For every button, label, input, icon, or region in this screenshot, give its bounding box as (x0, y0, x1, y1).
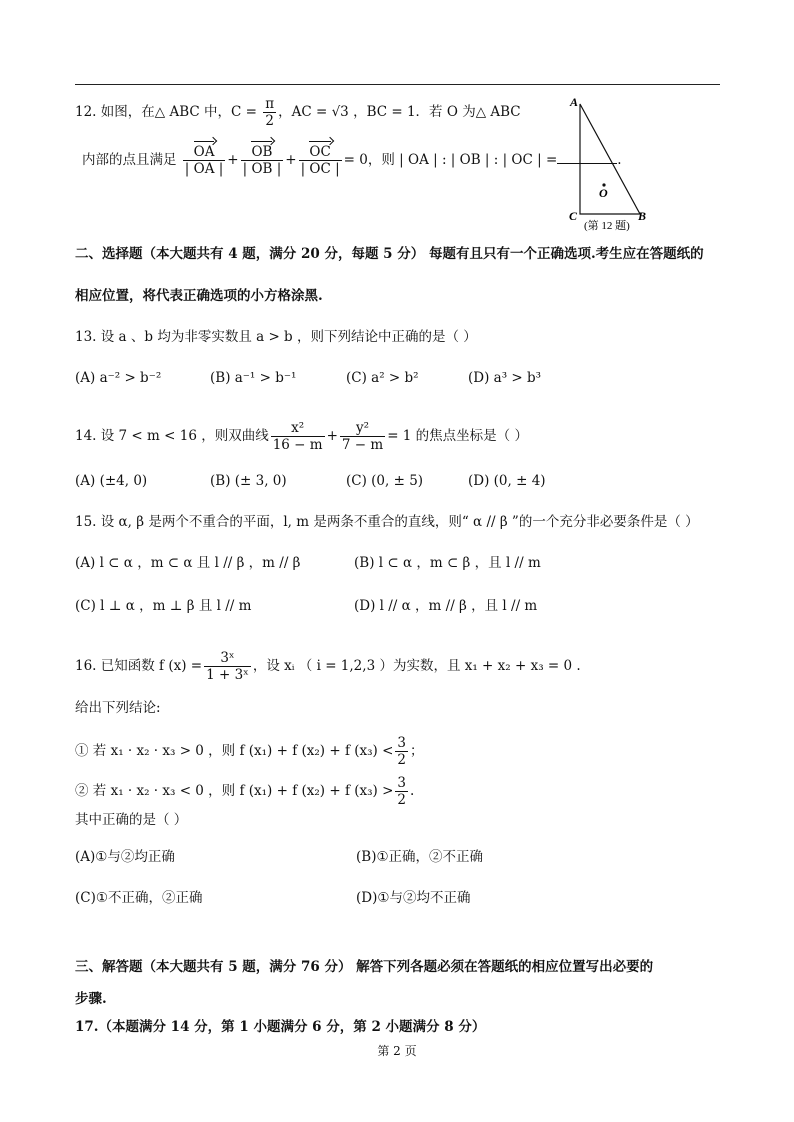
label-b: B (638, 209, 647, 223)
q13-option-a: (A) a⁻² > b⁻² (75, 370, 162, 386)
page-number: 第 2 页 (377, 1044, 417, 1058)
q14-option-c: (C) (0, ± 5) (346, 473, 424, 489)
q15-option-a: (A) l ⊂ α ，m ⊂ α 且 l // β ，m // β (75, 555, 301, 571)
q12-figure (566, 94, 656, 234)
q12-frac-oc: $\frac{OC}{| OC |}$ (300, 144, 340, 177)
q16-c1-frac: $\frac{3}{2}$ (397, 735, 406, 768)
figure-caption: (第 12 题) (584, 220, 630, 232)
q15-stem: 15. 设 α, β 是两个不重合的平面，l, m 是两条不重合的直线，则“ α // β ”的一个充分非必要条件是（ ） (75, 514, 699, 530)
q15-option-d: (D) l // α ，m // β ，且 l // m (354, 598, 538, 614)
q12-text-2: 内部的点且满足 (82, 152, 177, 168)
q12-line2: 内部的点且满足 $\frac{OA}{| OA |}$ + $\frac{OB}{| OB |}$ + $\frac{OC}{| OC |}$ = 0，则 | OA | : | OB | : | OC | = . (82, 144, 622, 177)
q12-pi-over-2: $\frac{\pi}{2}$ (265, 96, 275, 129)
q12-frac-ob: $\frac{OB}{| OB |}$ (242, 144, 282, 177)
q16-c2-frac: $\frac{3}{2}$ (397, 775, 406, 808)
q14-frac-x: $\frac{\text{x²}}{16 - m}$ (272, 420, 323, 453)
section3-heading-1: 三、解答题（本大题共有 5 题，满分 76 分） 解答下列各题必须在答题纸的相应位置写出必要的 (75, 959, 654, 975)
header-rule (75, 84, 720, 85)
q12-text-1: 如图，在△ ABC 中，C = (100, 104, 262, 120)
q14-option-a: (A) (±4, 0) (75, 473, 148, 489)
q14-frac-y: $\frac{\text{y²}}{7 - m}$ (341, 420, 384, 453)
q12-then: ，则 | OA | : | OB | : | OC | = (367, 152, 558, 168)
q16-conclusion-2 (75, 775, 414, 808)
q15-option-b: (B) l ⊂ α ，m ⊂ β ，且 l // m (354, 555, 541, 571)
q14-plus: + (326, 428, 338, 444)
q12-period: . (617, 152, 622, 168)
q13-option-d: (D) a³ > b³ (468, 370, 542, 386)
label-o: O (599, 186, 608, 200)
q17-stem: 17.（本题满分 14 分，第 1 小题满分 6 分，第 2 小题满分 8 分） (75, 1019, 486, 1035)
q13-option-c: (C) a² > b² (346, 370, 419, 386)
q16-c2-end: . (410, 783, 415, 799)
q14-stem-a: 14. 设 7 < m < 16 ，则双曲线 (75, 428, 269, 444)
q16-stem (75, 650, 581, 683)
q16-option-c: (C)①不正确，②正确 (75, 890, 203, 906)
q16-option-b: (B)①正确，②不正确 (356, 849, 484, 865)
q14-option-b: (B) (± 3, 0) (210, 473, 287, 489)
q16-c1-text: ① 若 x₁ · x₂ · x₃ > 0 ，则 f (x₁) + f (x₂) + f (x₃) < (75, 743, 394, 759)
q14-option-d: (D) (0, ± 4) (468, 473, 546, 489)
q16-option-d: (D)①与②均不正确 (356, 890, 471, 906)
q16-c2-text: ② 若 x₁ · x₂ · x₃ < 0 ，则 f (x₁) + f (x₂) + f (x₃) > (75, 783, 394, 799)
q16-conclusion-1 (75, 735, 424, 768)
section3-heading-2: 步骤. (75, 991, 107, 1007)
q12-number: 12. (75, 104, 97, 120)
q13-stem: 13. 设 a 、b 均为非零实数且 a > b ，则下列结论中正确的是（ ） (75, 329, 477, 345)
q16-stem-b: ，设 xᵢ （ i = 1,2,3 ）为实数，且 x₁ + x₂ + x₃ = 0 . (252, 658, 581, 674)
q16-stem-a: 16. 已知函数 f (x) = (75, 658, 203, 674)
q16-option-a: (A)①与②均正确 (75, 849, 175, 865)
q16-given: 给出下列结论: (75, 700, 161, 716)
q15-option-c: (C) l ⊥ α ，m ⊥ β 且 l // m (75, 598, 252, 614)
q14-stem (75, 420, 528, 453)
q13-option-b: (B) a⁻¹ > b⁻¹ (210, 370, 297, 386)
q14-stem-b: = 1 的焦点坐标是（ ） (387, 428, 528, 444)
q12-line1 (75, 96, 521, 129)
q12-frac-oa: $\frac{OA}{| OA |}$ (184, 144, 224, 177)
section2-heading-2: 相应位置，将代表正确选项的小方格涂黑. (75, 288, 323, 304)
q12-text-1b: ，AC = √3 ，BC = 1．若 O 为△ ABC (278, 104, 521, 120)
q16-function-frac: $\frac{\text{3ˣ}}{\text{1 + 3ˣ}}$ (206, 650, 249, 683)
q16-c1-end: ； (410, 743, 424, 759)
label-a: A (570, 95, 579, 109)
label-c: C (569, 209, 578, 223)
q12-eq-zero: = 0 (343, 152, 368, 168)
q16-which: 其中正确的是（ ） (75, 812, 188, 828)
triangle-abc (580, 104, 640, 214)
section2-heading-1: 二、选择题（本大题共有 4 题，满分 20 分，每题 5 分） 每题有且只有一个正确选项.考生应在答题纸的 (75, 246, 704, 262)
